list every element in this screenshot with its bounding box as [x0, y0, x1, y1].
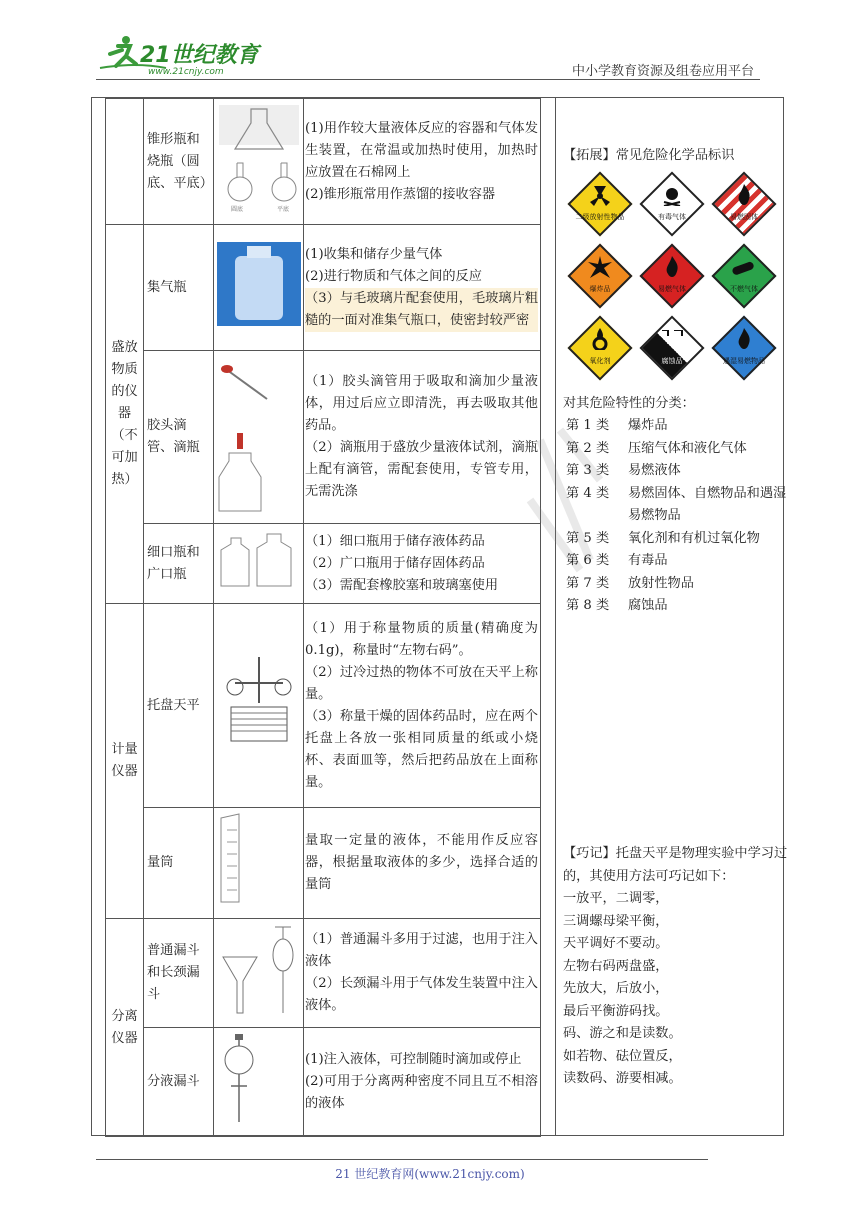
instrument-description: 量取一定量的液体，不能用作反应容器，根据量取液体的多少，选择合适的量筒: [304, 808, 541, 919]
instrument-name: 胶头滴管、滴瓶: [144, 351, 214, 524]
instrument-image: [214, 808, 304, 919]
table-row: [106, 351, 541, 524]
oxidizer-icon: [590, 328, 610, 350]
skull-icon: [662, 186, 682, 206]
hazard-sign-radioactive: 二级放射性物品: [568, 172, 632, 236]
category-cell: 计量仪器: [106, 604, 144, 919]
table-row: [106, 99, 541, 225]
table-row: [106, 919, 541, 1028]
runner-logo-icon: [96, 32, 266, 78]
category-cell: 分离仪器: [106, 919, 144, 1137]
hazard-sign-flammable-solid: 易燃固体: [712, 172, 776, 236]
table-row: [106, 808, 541, 919]
svg-text:圆底: 圆底: [230, 205, 243, 213]
svg-text:www.21cnjy.com: www.21cnjy.com: [148, 67, 224, 77]
category-cell: [106, 99, 144, 225]
list-item: 第 8 类 腐蚀品: [566, 598, 668, 613]
instrument-description: （1）普通漏斗多用于过滤，也用于注入液体 （2）长颈漏斗用于气体发生装置中注入液体。: [304, 919, 541, 1028]
hazard-class-list: [566, 415, 786, 618]
list-item: 第 6 类 有毒品: [566, 553, 668, 568]
hazard-sign-dangerous-when-wet: 遇湿易燃物品: [712, 316, 776, 380]
instrument-name: 集气瓶: [144, 225, 214, 351]
instrument-description: (1)用作较大量液体反应的容器和气体发生装置，在常温或加热时使用，加热时应放置在石棉网上 (2)锥形瓶常用作蒸馏的接收容器: [304, 99, 541, 225]
funnel-icon: [217, 921, 301, 1017]
mnemonic-title: 【巧记】托盘天平是物理实验中学习过的，其使用方法可巧记如下：: [563, 846, 788, 884]
table-row: [106, 604, 541, 808]
dropper-icon: [217, 353, 301, 513]
cylinder-icon: [732, 258, 756, 276]
footer-divider: [96, 1159, 708, 1160]
extend-title: 【拓展】常见危险化学品标识: [563, 148, 735, 163]
instrument-name: 分液漏斗: [144, 1028, 214, 1137]
flame-icon: [662, 256, 682, 278]
list-item: 第 3 类 易燃液体: [566, 463, 681, 478]
table-row: [106, 524, 541, 604]
instrument-image: [214, 524, 304, 604]
instrument-name: 量筒: [144, 808, 214, 919]
flask-icon: [217, 103, 301, 213]
header-divider: [96, 79, 760, 80]
instrument-description: (1)注入液体，可控制随时滴加或停止 (2)可用于分离两种密度不同且互不相溶的液体: [304, 1028, 541, 1137]
hazard-sign-flammable-gas: 易燃气体: [640, 244, 704, 308]
mnemonic-lines: 一放平，二调零， 三调螺母梁平衡， 天平调好不要动。 左物右码两盘盛， 先放大，后放小， 最后平衡游码找。 码、游之和是读数。 如若物、砝位置反， 读数码、游要相减。: [563, 891, 682, 1086]
instrument-description: (1)收集和储存少量气体 (2)进行物质和气体之间的反应 （3）与毛玻璃片配套使用，毛玻璃片粗糙的一面对准集气瓶口，使密封较严密: [304, 225, 541, 351]
instrument-name: 细口瓶和广口瓶: [144, 524, 214, 604]
instrument-description: （1）用于称量物质的质量(精确度为0.1g)，称量时“左物右码”。 （2）过冷过热的物体不可放在天平上称量。 （3）称量干燥的固体药品时，应在两个托盘上各放一张相同质量的纸或小烧杯、表面皿等，然后把药品放在上面称量。: [304, 604, 541, 808]
list-item: 第 7 类 放射性物品: [566, 575, 694, 591]
site-logo: [96, 32, 266, 78]
instrument-description: （1）细口瓶用于储存液体药品 （2）广口瓶用于储存固体药品 （3）需配套橡胶塞和玻璃塞使用: [304, 524, 541, 604]
hazard-signs: [568, 172, 788, 387]
column-divider: [555, 97, 556, 1136]
category-cell: 盛放物质的仪器（不可加热）: [106, 225, 144, 604]
flame-icon: [734, 328, 754, 350]
list-item: 第 5 类 氧化剂和有机过氧化物: [566, 530, 760, 546]
list-item: 第 1 类 爆炸品: [566, 418, 668, 433]
instrument-name: 锥形瓶和烧瓶（圆底、平底）: [144, 99, 214, 225]
hazard-sign-corrosive: 腐蚀品: [640, 316, 704, 380]
hazard-sign-explosive: 爆炸品: [568, 244, 632, 308]
svg-text:平底: 平底: [276, 205, 289, 213]
flame-icon: [734, 184, 754, 206]
list-item: 易燃物品: [628, 508, 681, 523]
separatory-funnel-icon: [217, 1030, 301, 1126]
hazard-sign-toxic: 有毒气体: [640, 172, 704, 236]
list-item: 第 2 类 压缩气体和液化气体: [566, 440, 747, 456]
cylinder-icon: [217, 810, 301, 908]
table-row: [106, 225, 541, 351]
instrument-name: 托盘天平: [144, 604, 214, 808]
radiation-icon: [590, 186, 610, 206]
page-header: [0, 0, 860, 80]
instrument-description: （1）胶头滴管用于吸取和滴加少量液体，用过后应立即清洗，再去吸取其他药品。 （2）滴瓶用于盛放少量液体试剂，滴瓶上配有滴管，需配套使用，专管专用，无需洗涤: [304, 351, 541, 524]
explosion-icon: [588, 256, 612, 278]
svg-text:21世纪教育: 21世纪教育: [140, 43, 259, 68]
instrument-image: [214, 919, 304, 1028]
instrument-image: [214, 99, 304, 225]
instrument-name: 普通漏斗和长颈漏斗: [144, 919, 214, 1028]
footer-link[interactable]: 21 世纪教育网(www.21cnjy.com): [335, 1167, 525, 1181]
hazard-sign-nonflammable-gas: 不燃气体: [712, 244, 776, 308]
reagent-bottles-icon: [217, 530, 301, 590]
corrosive-icon: [660, 330, 684, 344]
instrument-table: [105, 98, 541, 1137]
platform-name: 中小学教育资源及组卷应用平台: [571, 64, 754, 79]
table-row: [106, 1028, 541, 1137]
instrument-image: [214, 604, 304, 808]
instrument-image: [214, 351, 304, 524]
list-item: 第 4 类 易燃固体、自燃物品和遇湿: [566, 485, 787, 501]
gas-bottle-icon: [217, 242, 301, 326]
balance-icon: [217, 647, 301, 757]
classify-title: 对其危险特性的分类：: [563, 396, 695, 411]
instrument-image: [214, 225, 304, 351]
instrument-image: [214, 1028, 304, 1137]
hazard-sign-oxidizer: 氧化剂: [568, 316, 632, 380]
